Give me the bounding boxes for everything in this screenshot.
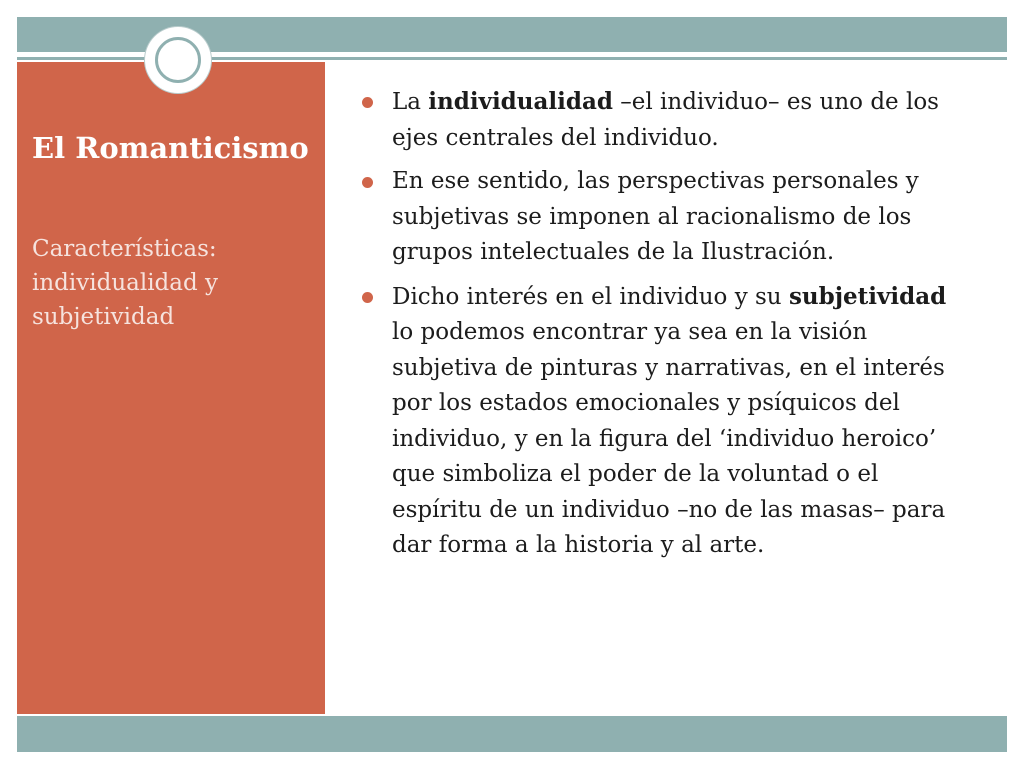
bullet-text: Dicho interés en el individuo y su xyxy=(392,283,789,310)
bullet-emphasis: individualidad xyxy=(428,88,613,115)
bullet-text: lo podemos encontrar ya sea en la visión subjetiva de pinturas y narrativas, en el interés por los estados emocionales y psíquicos del individuo, y en la figura del ‘individuo heroico’ que simboliza el poder de la voluntad o el espíritu de un individuo –no de las masas– para dar forma a la historia y al arte. xyxy=(392,319,946,558)
dot-bullet-icon xyxy=(362,292,373,303)
bottom-band xyxy=(17,716,1007,752)
bullet-text: La xyxy=(392,89,429,115)
medallion-inner-ring xyxy=(155,37,201,83)
bullet-item xyxy=(358,279,958,564)
bullet-text: –el individuo– es uno de los ejes centrales del individuo. xyxy=(392,89,939,151)
slide-title: El Romanticismo xyxy=(32,131,309,165)
bullet-list xyxy=(358,84,958,572)
bullet-text: En ese sentido, las perspectivas personales y subjetivas se imponen al racionalismo de los grupos intelectuales de la Ilustración. xyxy=(392,168,919,265)
dot-bullet-icon xyxy=(362,97,373,108)
slide-subtitle: Características: individualidad y subjetividad xyxy=(32,236,219,330)
bullet-item xyxy=(358,164,958,271)
bullet-item xyxy=(358,84,958,156)
circle-ring-icon xyxy=(145,27,211,93)
bullet-emphasis: subjetividad xyxy=(788,282,947,310)
dot-bullet-icon xyxy=(362,177,373,188)
